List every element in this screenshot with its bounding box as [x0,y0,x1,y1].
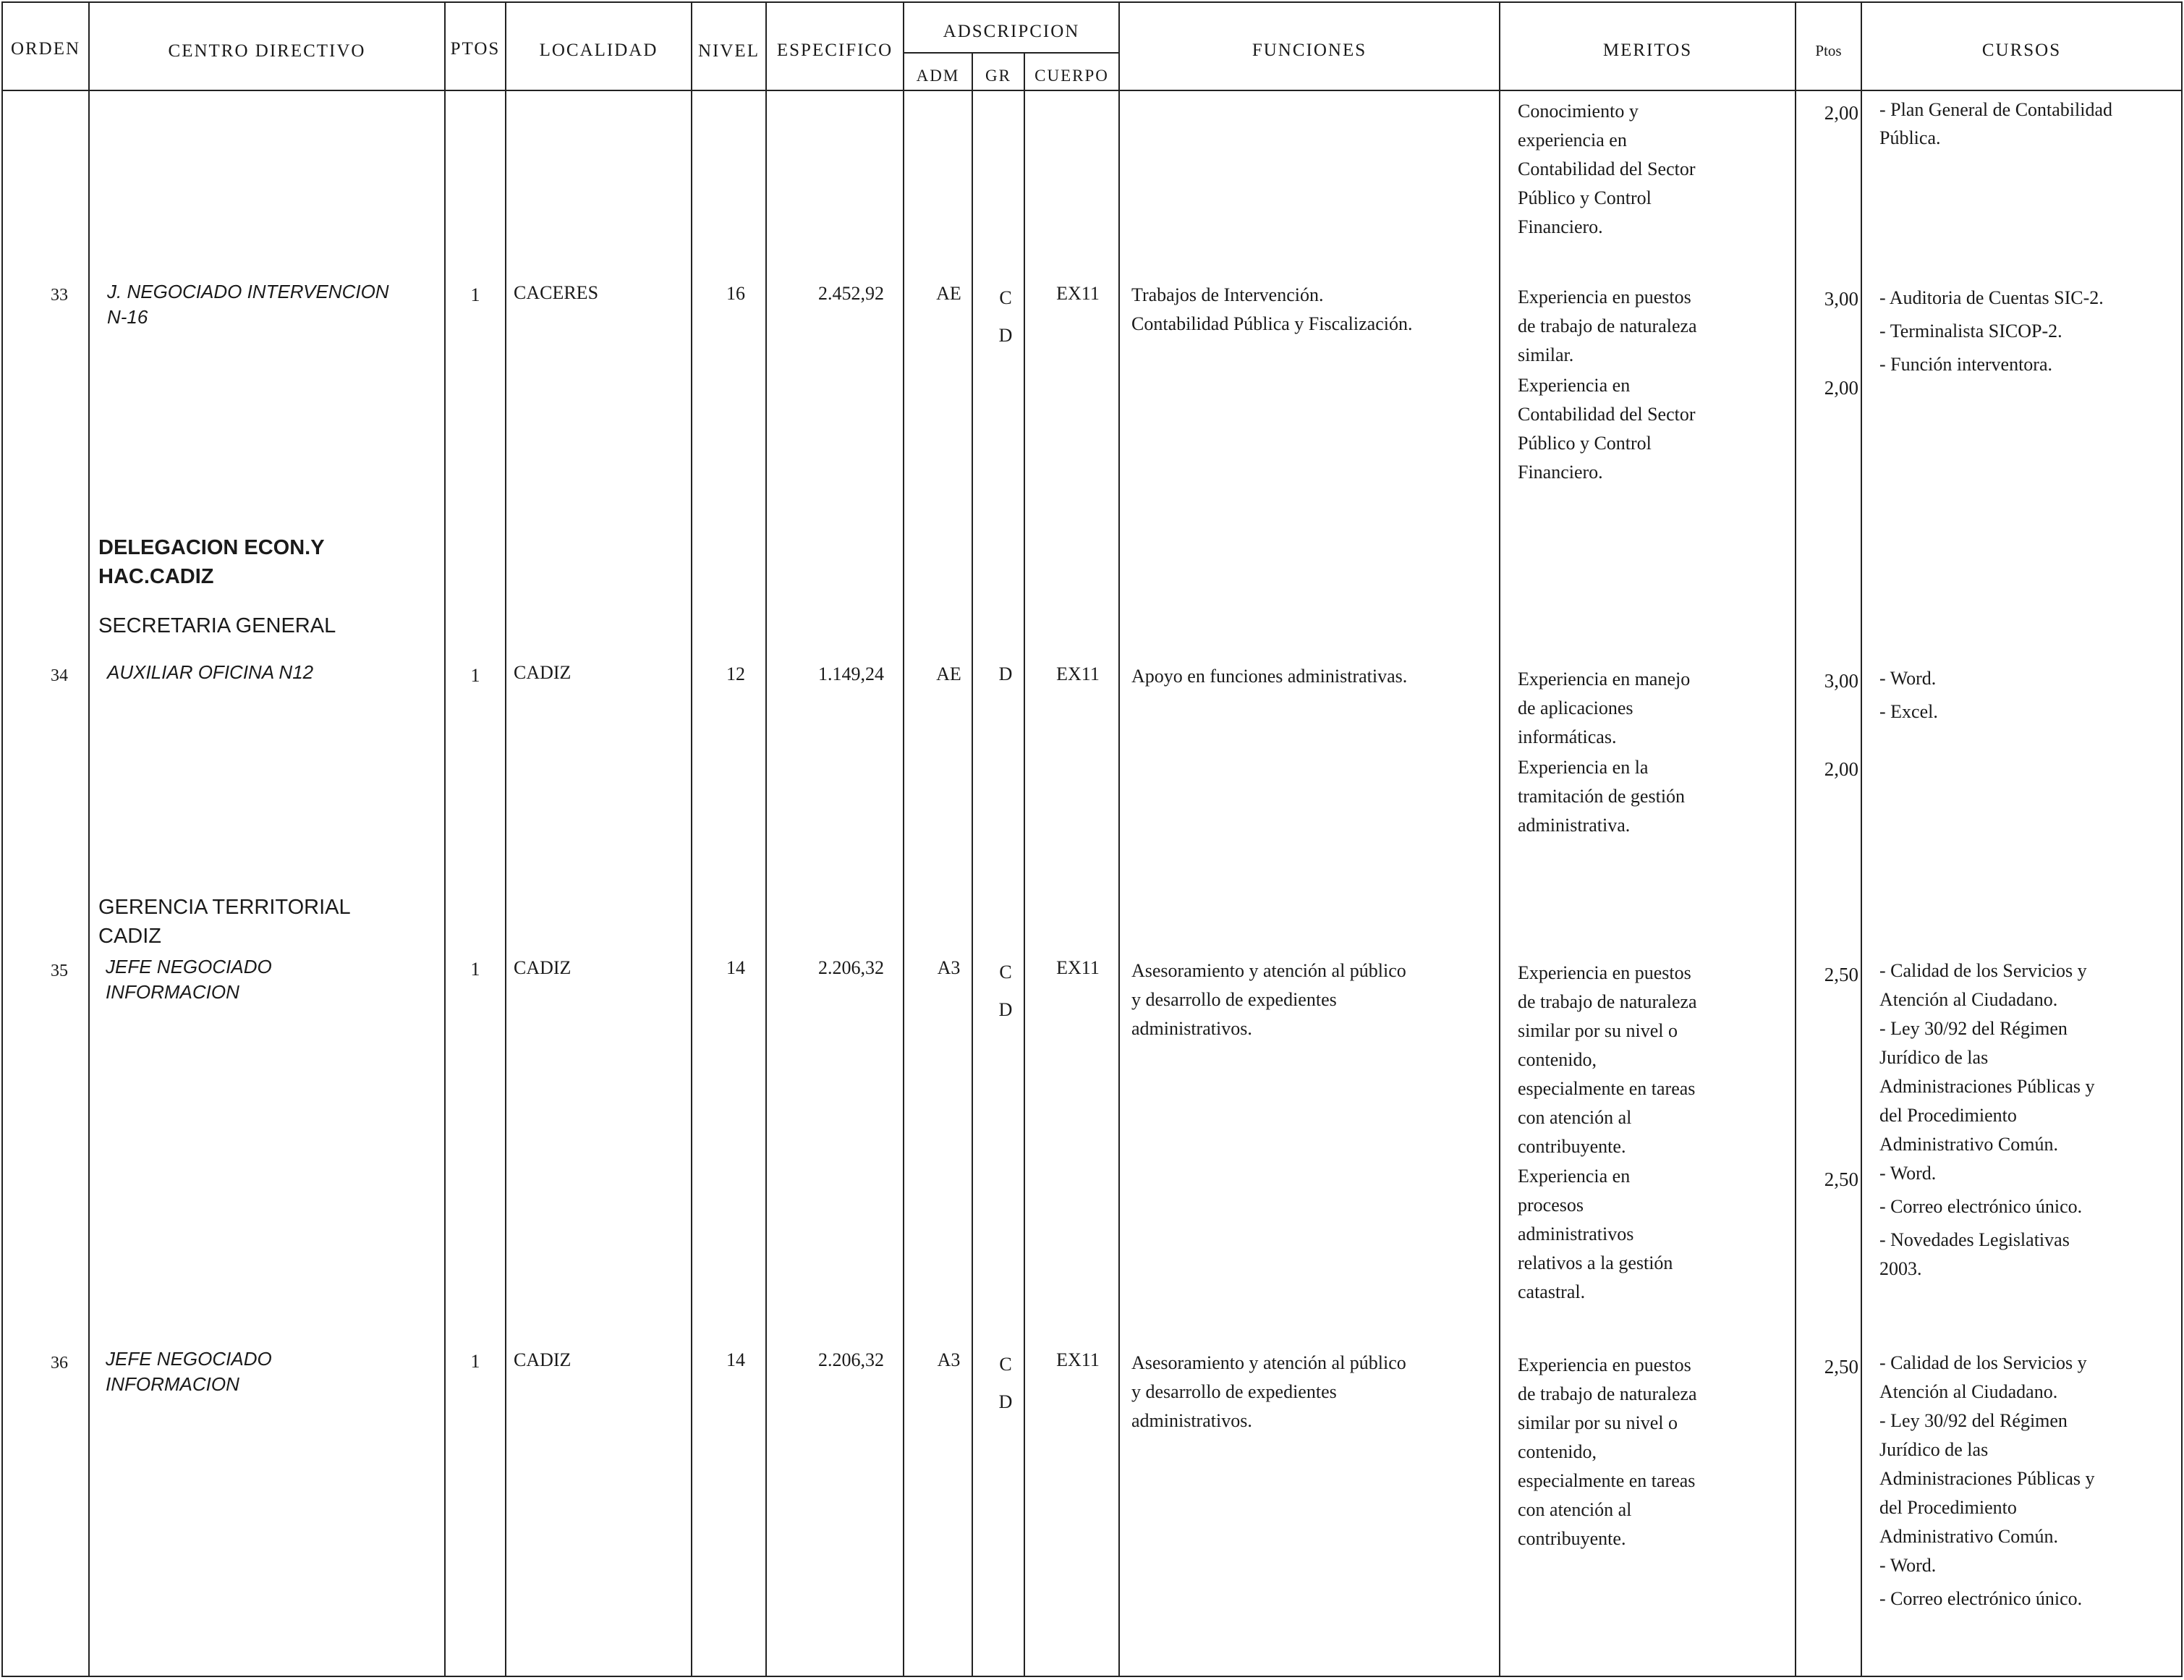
merito-text: Experiencia en la tramitación de gestión administrativa. [1518,757,1686,836]
merito-text: Conocimiento y experiencia en Contabilidad del Sector Público y Control Financiero. [1518,101,1696,237]
row-gr: C D [998,287,1013,346]
adscripcion-divider [903,52,1120,54]
header-adm: ADM [916,67,960,85]
merito-ptos: 2,50 [1824,1356,1858,1378]
row-orden: 34 [51,666,68,685]
row-funciones: Asesoramiento y atención al público y desarrollo de expedientes administrativos. [1131,1352,1406,1431]
row-especifico: 2.206,32 [818,1349,884,1370]
row-localidad: CADIZ [514,1349,572,1370]
section-heading-secretaria: SECRETARIA GENERAL [98,614,336,637]
header-bottom-border [1,90,2183,91]
row-nivel: 14 [726,1349,745,1370]
row-funciones: Apoyo en funciones administrativas. [1131,666,1408,687]
row-especifico: 2.452,92 [818,283,884,304]
cursos-list: - Calidad de los Servicios y Atención al Ciudadano. - Ley 30/92 del Régimen Jurídico de las Administraciones Públicas y del Procedimiento Administrativo Común. - Word. - Correo electrónico único. - Novedades Legislativas 2003. [1879,960,2095,1279]
cursos-list: - Calidad de los Servicios y Atención al Ciudadano. - Ley 30/92 del Régimen Jurídico de las Administraciones Públicas y del Procedimiento Administrativo Común. - Word. - Correo electrónico único. [1879,1352,2095,1609]
row-adm: A3 [937,957,961,978]
row-gr: D [998,663,1013,684]
row-orden: 33 [51,286,68,305]
section-heading-gerencia: GERENCIA TERRITORIAL CADIZ [98,896,351,948]
row-ptos: 1 [470,665,480,686]
header-funciones: FUNCIONES [1252,41,1367,60]
row-cuerpo: EX11 [1056,1349,1100,1370]
merito-text: Experiencia en procesos administrativos relativos a la gestión catastral. [1518,1166,1673,1302]
row-centro: AUXILIAR OFICINA N12 [107,661,314,683]
table-top-border [1,1,2183,3]
header-especifico: ESPECIFICO [776,41,893,60]
header-cuerpo: CUERPO [1034,67,1109,85]
merito-text: Experiencia en puestos de trabajo de naturaleza similar por su nivel o contenido, especialmente en tareas con atención al contribuyente. [1518,962,1697,1157]
col-border-nivel [765,1,767,1677]
row-funciones: Asesoramiento y atención al público y desarrollo de expedientes administrativos. [1131,960,1406,1039]
row-localidad: CADIZ [514,957,572,978]
col-border-centro [444,1,446,1677]
header-nivel: NIVEL [698,41,760,61]
row-adm: AE [936,283,961,304]
merito-ptos: 2,00 [1824,377,1858,399]
col-border-funciones [1499,1,1500,1677]
header-cursos: CURSOS [1981,41,2062,60]
col-border-orden [88,1,90,1677]
merito-ptos: 2,50 [1824,964,1858,985]
row-especifico: 2.206,32 [818,957,884,978]
row-cuerpo: EX11 [1056,663,1100,684]
col-border-ptos2 [1861,1,1862,1677]
row-gr: C D [998,962,1013,1020]
col-border-localidad [691,1,692,1677]
header-orden: ORDEN [10,39,81,59]
merito-ptos: 2,00 [1824,758,1858,780]
merito-text: Experiencia en manejo de aplicaciones informáticas. [1518,669,1691,747]
header-centro: CENTRO DIRECTIVO [168,41,366,61]
merito-text: Experiencia en puestos de trabajo de naturaleza similar. [1518,287,1697,365]
header-adscripcion: ADSCRIPCION [943,22,1080,41]
header-gr: GR [985,67,1011,85]
col-border-cuerpo [1118,1,1120,1677]
row-cuerpo: EX11 [1056,957,1100,978]
col-border-especifico [903,1,904,1677]
row-gr: C D [998,1354,1013,1412]
row-orden: 35 [51,962,68,980]
row-nivel: 14 [726,957,745,978]
row-adm: AE [936,663,961,684]
row-cuerpo: EX11 [1056,283,1100,304]
header-localidad: LOCALIDAD [539,41,658,60]
cursos-list: - Word. - Excel. [1879,668,1938,722]
row-especifico: 1.149,24 [818,663,884,684]
col-border-right [2181,1,2183,1677]
header-meritos: MERITOS [1602,41,1693,60]
cursos-list: - Auditoria de Cuentas SIC-2. - Terminalista SICOP-2. - Función interventora. [1879,287,2104,375]
row-nivel: 12 [726,663,745,684]
row-nivel: 16 [726,283,745,304]
cursos-list: - Plan General de Contabilidad Pública. [1879,99,2113,148]
row-centro: JEFE NEGOCIADO INFORMACION [106,956,272,1003]
row-centro: JEFE NEGOCIADO INFORMACION [106,1348,272,1395]
row-ptos: 1 [470,1351,480,1372]
row-localidad: CACERES [514,282,599,303]
row-funciones: Trabajos de Intervención. Contabilidad Pública y Fiscalización. [1131,284,1413,334]
row-ptos: 1 [470,284,480,305]
col-border-left [1,1,3,1677]
col-border-ptos [505,1,506,1677]
header-ptos: PTOS [450,39,501,59]
col-border-meritos [1795,1,1796,1677]
merito-ptos: 3,00 [1824,288,1858,310]
merito-text: Experiencia en puestos de trabajo de naturaleza similar por su nivel o contenido, especialmente en tareas con atención al contribuyente. [1518,1354,1697,1549]
merito-ptos: 2,50 [1824,1168,1858,1190]
merito-ptos: 2,00 [1824,102,1858,124]
row-centro: J. NEGOCIADO INTERVENCION N-16 [107,281,389,328]
row-adm: A3 [937,1349,961,1370]
row-localidad: CADIZ [514,662,572,683]
row-ptos: 1 [470,959,480,980]
section-heading-delegacion: DELEGACION ECON.Y HAC.CADIZ [98,536,325,588]
table-bottom-border [1,1676,2183,1677]
merito-text: Experiencia en Contabilidad del Sector Público y Control Financiero. [1518,375,1696,483]
row-orden: 36 [51,1354,68,1373]
header-ptos2: Ptos [1815,42,1842,59]
merito-ptos: 3,00 [1824,670,1858,692]
